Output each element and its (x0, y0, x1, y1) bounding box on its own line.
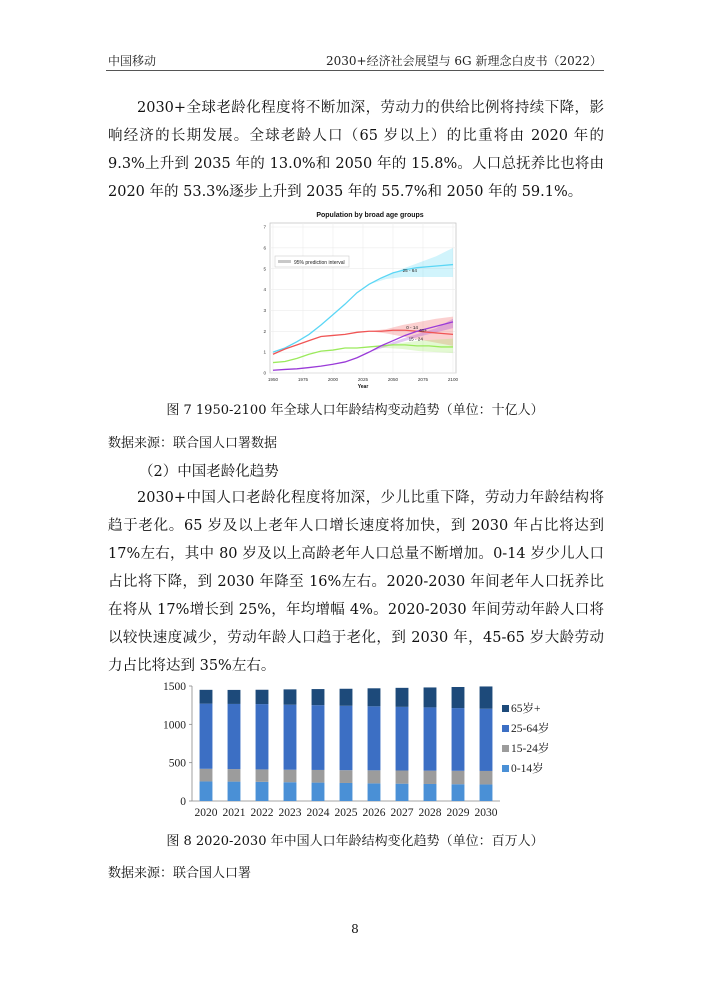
bar-segment (200, 690, 213, 704)
legend-label: 15-24岁 (511, 743, 550, 755)
x-tick-label: 2028 (418, 807, 442, 819)
y-tick-label: 6 (263, 245, 266, 251)
x-tick-label: 2000 (327, 377, 339, 382)
x-tick-label: 2050 (387, 377, 399, 382)
x-tick-label: 2030 (474, 807, 498, 819)
series-label: 25 - 64 (402, 267, 417, 273)
bar-segment (312, 783, 325, 801)
legend-swatch (502, 705, 509, 712)
bar-segment (284, 705, 297, 770)
bar-segment (480, 771, 493, 784)
y-tick-label: 7 (263, 224, 266, 230)
bar-segment (424, 707, 437, 770)
bar-segment (340, 706, 353, 770)
bar-segment (424, 771, 437, 784)
bar-segment (480, 686, 493, 708)
bar-segment (396, 688, 409, 707)
x-tick-label: 2027 (390, 807, 414, 819)
legend-swatch (502, 725, 509, 732)
y-tick-label: 4 (263, 287, 266, 293)
bar-segment (368, 783, 381, 801)
bar-segment (228, 690, 241, 704)
x-tick-label: 2100 (447, 377, 459, 382)
legend-label: 25-64岁 (511, 723, 550, 735)
bar-segment (452, 784, 465, 801)
legend-swatch (502, 745, 509, 752)
x-tick-label: 2075 (417, 377, 429, 382)
legend-label: 65岁+ (511, 703, 541, 715)
paragraph-global-aging: 2030+全球老龄化程度将不断加深，劳动力的供给比例将持续下降，影响经济的长期发展。全球老龄人口（65 岁以上）的比重将由 2020 年的 9.3%上升到 2035 年的 13.0%和 2050 年的 15.8%。人口总抚养比也将由 2020 年的 53.3%逐步上升到 2035 年的 55.7%和 2050 年的 59.1%。 (108, 100, 604, 200)
bar-segment (396, 707, 409, 771)
bar-segment (368, 706, 381, 770)
running-header-left: 中国移动 (108, 54, 157, 68)
bar-segment (312, 770, 325, 783)
x-tick-label: 2024 (306, 807, 330, 819)
x-tick-label: 2022 (250, 807, 274, 819)
bar-segment (368, 688, 381, 706)
bar-segment (396, 784, 409, 801)
y-tick-label: 5 (263, 266, 266, 272)
x-axis-label: Year (357, 384, 369, 390)
x-tick-label: 1975 (297, 377, 309, 382)
bar-segment (480, 709, 493, 771)
bar-segment (340, 689, 353, 706)
bar-segment (452, 687, 465, 708)
figure-8-source: 数据来源：联合国人口署 (108, 866, 252, 881)
bar-segment (200, 704, 213, 769)
y-tick-label: 3 (263, 308, 266, 314)
chart-title: Population by broad age groups (316, 212, 424, 219)
y-tick-label: 2 (263, 328, 266, 334)
figure-8-stacked-bar-chart (150, 676, 560, 824)
bar-segment (340, 770, 353, 783)
chart-legend (502, 701, 549, 775)
series-label: 15 - 24 (408, 336, 423, 342)
y-tick-label: 1000 (163, 719, 186, 732)
series-label: 0 - 14 (406, 324, 418, 330)
bar-segment (340, 783, 353, 801)
bar-segment (200, 781, 213, 801)
paragraph-china-aging: 2030+中国人口老龄化程度将加深，少儿比重下降，劳动力年龄结构将趋于老化。65 岁及以上老年人口增长速度将加快，到 2030 年占比将达到 17%左右，其中 80 岁及以上高龄老年人口总量不断增加。0-14 岁少儿人口占比将下降，到 2030 年降至 16%左右。2020-2030 年间老年人口抚养比在将从 17%增长到 25%，年均增幅 4%。2020-2030 年间劳动年龄人口将以较快速度减少，劳动年龄人口趋于老化，到 2030 年，45-65 岁大龄劳动力占比将达到 35%左右。 (108, 490, 604, 674)
bar-segment (452, 708, 465, 771)
bar-segment (200, 769, 213, 782)
bar-segment (452, 771, 465, 784)
legend-swatch (502, 765, 509, 772)
bar-segment (480, 784, 493, 801)
bar-segment (284, 782, 297, 801)
bar-segment (256, 782, 269, 801)
y-tick-label: 1 (263, 349, 266, 355)
figure-7-line-chart (256, 210, 468, 390)
bar-segment (228, 704, 241, 769)
bar-segment (256, 769, 269, 781)
x-tick-label: 2021 (222, 807, 246, 819)
y-tick-label: 0 (263, 370, 266, 376)
bar-segment (312, 705, 325, 770)
bar-segment (368, 770, 381, 783)
bar-segment (424, 784, 437, 801)
legend-label: 95% prediction interval (294, 260, 345, 266)
figure-8-caption: 图 8 2020-2030 年中国人口年龄结构变化趋势（单位：百万人） (166, 834, 544, 849)
x-tick-label: 2029 (446, 807, 470, 819)
bar-segment (424, 687, 437, 707)
chart-legend (275, 256, 349, 267)
y-tick-label: 1500 (163, 681, 186, 693)
x-tick-label: 2020 (194, 807, 218, 819)
x-tick-label: 2023 (278, 807, 302, 819)
figure-7-caption: 图 7 1950-2100 年全球人口年龄结构变动趋势（单位：十亿人） (166, 403, 544, 418)
x-tick-label: 2025 (334, 807, 358, 819)
page-number: 8 (351, 922, 359, 936)
bar-segment (396, 770, 409, 783)
bar-segment (284, 770, 297, 782)
bar-segment (284, 689, 297, 704)
x-tick-label: 2025 (357, 377, 369, 382)
header-rule (106, 70, 604, 71)
legend-label: 0-14岁 (511, 763, 544, 775)
running-header-right: 2030+经济社会展望与 6G 新理念白皮书（2022） (326, 54, 602, 68)
x-tick-label: 2026 (362, 807, 386, 819)
y-tick-label: 500 (168, 757, 186, 770)
section-subheading: （2）中国老龄化趋势 (139, 464, 279, 480)
y-tick-label: 0 (180, 796, 186, 808)
x-tick-label: 1950 (267, 377, 279, 382)
bar-segment (312, 689, 325, 705)
bar-segment (256, 704, 269, 769)
figure-7-source: 数据来源：联合国人口署数据 (108, 436, 278, 451)
bar-segment (256, 690, 269, 704)
bar-segment (228, 782, 241, 801)
series-label: 65+ (419, 327, 428, 333)
bar-segment (228, 769, 241, 781)
